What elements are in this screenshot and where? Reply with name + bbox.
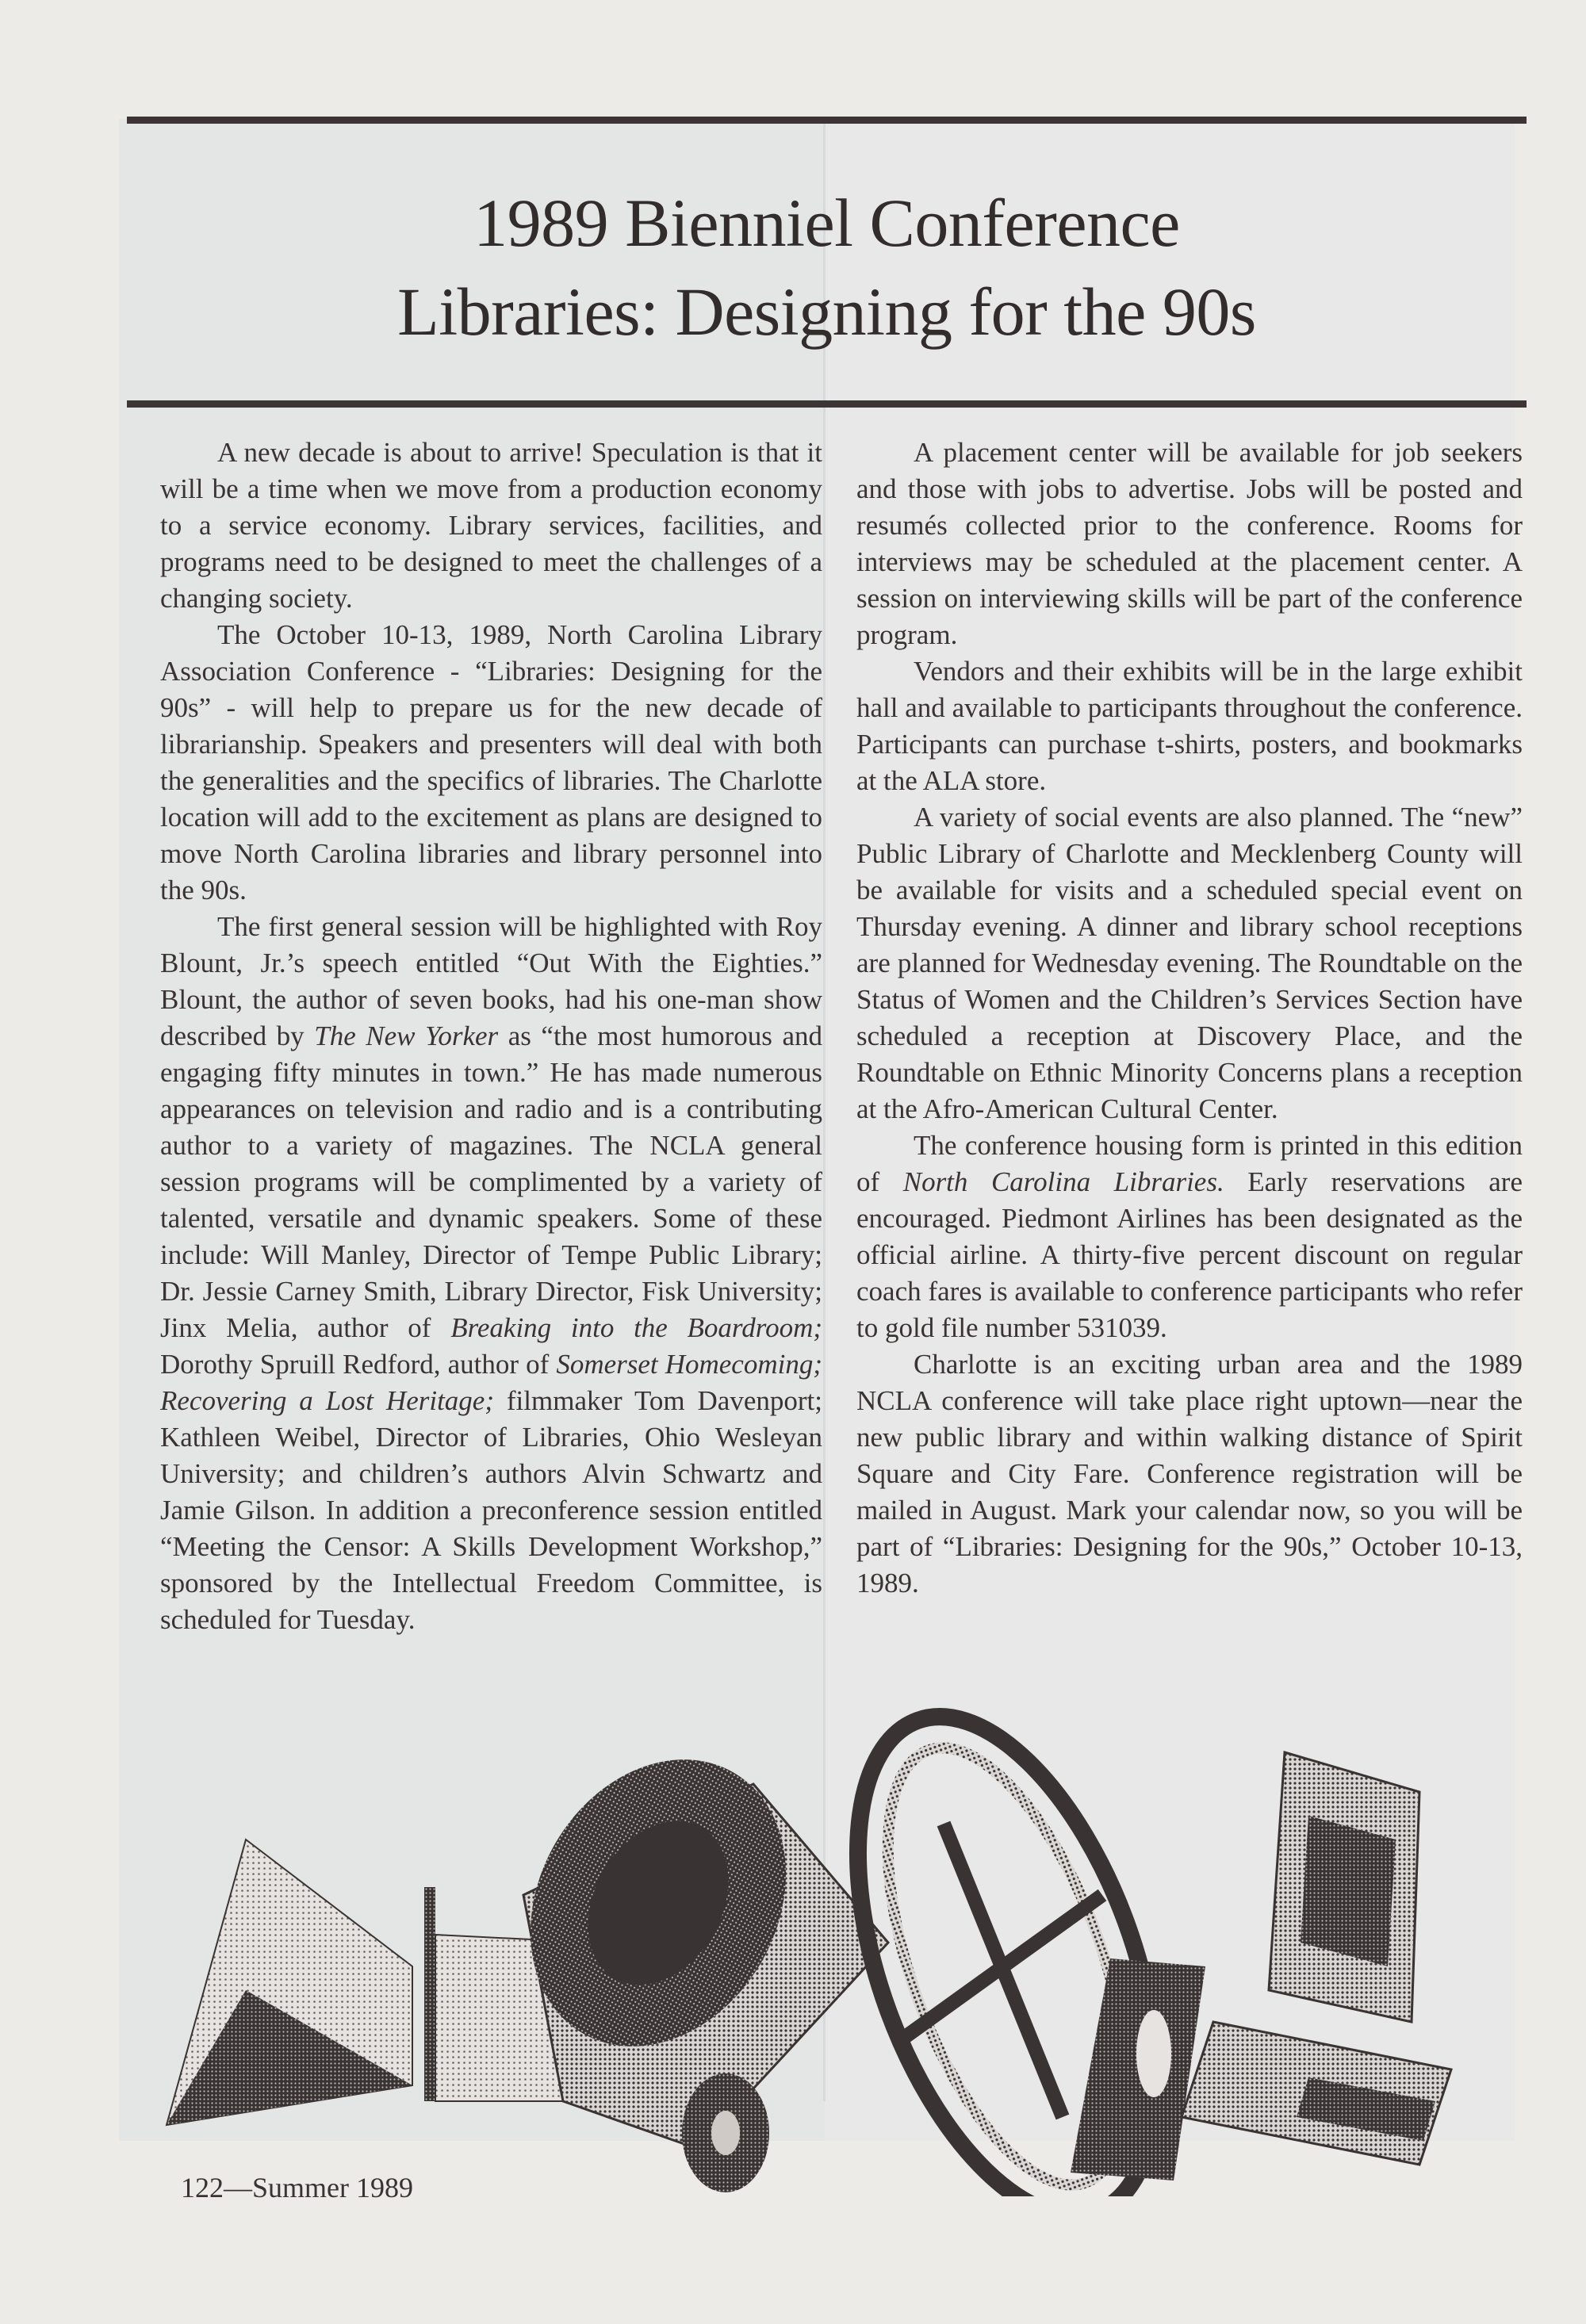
paragraph: Charlotte is an exciting urban area and the 1989 NCLA conference will take place right uptown—near the new public library and within walking distance of Spirit Square and City Fare. Conference registration will be mailed in August. Mark your calendar now, so you will be part of “Libraries: Designing for the 90s,” October 10-13, 1989.	[856, 1349, 1523, 1598]
book-title: Breaking into the Boardroom;	[450, 1312, 822, 1343]
article-title-line-1: 1989 Bienniel Conference	[473, 185, 1180, 261]
paragraph: Vendors and their exhibits will be in the large exhibit hall and available to participants throughout the conference. Participants can purchase t-shirts, posters, and bookmarks at the ALA store.	[856, 656, 1523, 796]
computer-icon	[1182, 1752, 1451, 2165]
paragraph-text: as “the most humorous and engaging fifty minutes in town.” He has made numerous appearances on television and radio and is a contributing author to a variety of magazines. The NCLA general session programs will be complimented by a variety of talented, versatile and dynamic speakers. Some of these include: Will Manley, Director of Tempe Public Library; Dr. Jessie Carney Smith, Library Director, Fisk University; Jinx Melia, author of	[160, 1020, 822, 1343]
media-equipment-illustration	[151, 1705, 1499, 2196]
paragraph: The October 10-13, 1989, North Carolina Library Association Conference - “Libraries: Designing for the 90s” - will help to prepare us for the new decade of librarianship. Speakers and presenters will deal with both the generalities and the specifics of libraries. The Charlotte location will add to the excitement as plans are designed to move North Carolina libraries and library personnel into the 90s.	[160, 619, 822, 905]
right-column	[856, 435, 1523, 1602]
paragraph	[856, 1128, 1523, 1346]
paragraph: A placement center will be available for job seekers and those with jobs to advertise. Jobs will be posted and resumés collected prior to the conference. Rooms for interviews may be scheduled at the placement center. A session on interviewing skills will be part of the conference program.	[856, 437, 1523, 650]
left-column	[160, 435, 822, 1638]
book-title: Somerset Homecoming; Recovering a Lost Heritage;	[160, 1349, 822, 1416]
article-title-line-2: Libraries: Designing for the 90s	[397, 274, 1256, 350]
paragraph-text: The conference housing form is printed in this edition of	[856, 1130, 1523, 1197]
title-rule-bottom	[127, 400, 1527, 408]
paragraph: A new decade is about to arrive! Speculation is that it will be a time when we move from a production economy to a service economy. Library services, facilities, and programs need to be designed to meet the challenges of a changing society.	[160, 437, 822, 614]
publication-title: The New Yorker	[314, 1020, 499, 1051]
floppy-disk-icon	[1071, 1958, 1205, 2180]
paragraph	[160, 909, 822, 1638]
slide-projector-icon	[480, 1713, 888, 2192]
paragraph-text: Dorothy Spruill Redford, author of	[160, 1349, 557, 1380]
publication-title: North Carolina Libraries.	[902, 1166, 1224, 1197]
paragraph-text: The first general session will be highlighted with Roy Blount, Jr.’s speech entitled “Out With the Eighties.” Blount, the author of seven books, had his one-man show described by	[160, 911, 822, 1051]
page-footer: 122—Summer 1989	[181, 2172, 413, 2203]
paragraph: A variety of social events are also planned. The “new” Public Library of Charlotte and Mecklenberg County will be available for visits and a scheduled special event on Thursday evening. A dinner and library school receptions are planned for Wednesday evening. The Roundtable on the Status of Women and the Children’s Services Section have scheduled a reception at Discovery Place, and the Roundtable on Ethnic Minority Concerns plans a reception at the Afro-American Cultural Center.	[856, 802, 1523, 1124]
title-rule-top	[127, 117, 1527, 124]
paragraph-text: Early reservations are encouraged. Piedmont Airlines has been designated as the official airline. A thirty-five percent discount on regular coach fares is available to conference participants who refer to gold file number 531039.	[856, 1166, 1523, 1343]
paragraph-text: filmmaker Tom Davenport; Kathleen Weibel, Director of Libraries, Ohio Wesleyan University; and children’s authors Alvin Schwartz and Jamie Gilson. In addition a preconference session entitled “Meeting the Censor: A Skills Development Workshop,” sponsored by the Intellectual Freedom Committee, is scheduled for Tuesday.	[160, 1385, 822, 1635]
article-title	[127, 178, 1527, 356]
open-book-icon	[167, 1840, 595, 2125]
